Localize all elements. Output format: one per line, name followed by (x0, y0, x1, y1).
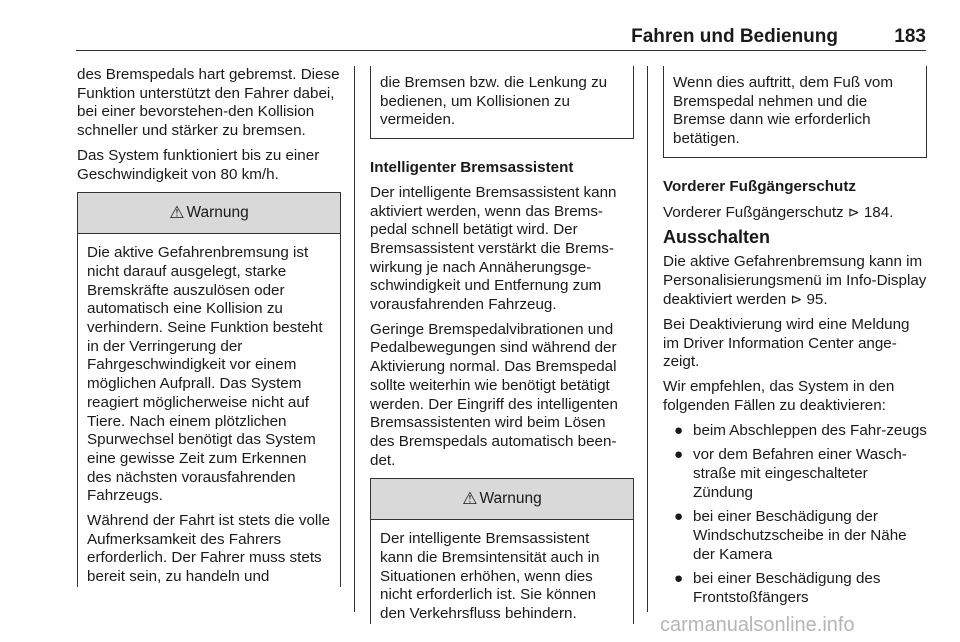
paragraph: Das System funktioniert bis zu einer Geschwindigkeit von 80 km/h. (77, 146, 320, 183)
warning-paragraph: die Bremsen bzw. die Lenkung zu bedienen, um Kollisionen zu vermeiden. (380, 74, 608, 129)
header-rule (76, 50, 926, 51)
warning-box (370, 478, 634, 624)
paragraph: des Bremspedals hart gebremst. Diese Funktion unterstützt den Fahrer dabei, bei einer bevorstehen-den Kollision schneller und stärker zu bremsen. (77, 66, 340, 140)
bullet-icon: ● (674, 570, 684, 588)
watermark: carmanualsonline.info (660, 614, 855, 636)
paragraph (663, 253, 927, 310)
warning-paragraph: Während der Fahrt ist stets die volle Aufmerksamkeit des Fahrers erforderlich. Der Fahrer muss stets bereit sein, zu handeln und (87, 512, 331, 586)
page-title: Fahren und Bedienung (631, 26, 838, 47)
bullet-icon: ● (674, 421, 684, 439)
paragraph: Wir empfehlen, das System in den folgenden Fällen zu deaktivieren: (663, 378, 895, 414)
paragraph: Geringe Bremspedalvibrationen und Pedalbewegungen sind während der Aktivierung normal. Das Bremspedal sollte weiterhin wie benötigt betätigt werden. Der Eingriff des intelligenten Bremsassistenten wird beim Lösen des Bremspedals automatisch been-det. (370, 320, 618, 469)
column-2 (370, 66, 634, 630)
page-reference-icon: ⊳ (847, 203, 860, 220)
section-heading: Intelligenter Bremsassistent (370, 159, 574, 177)
list-item: ● bei einer Beschädigung der Windschutzscheibe in der Nähe der Kamera (674, 508, 907, 563)
bullet-icon: ● (674, 446, 684, 464)
warning-paragraph: Die aktive Gefahrenbremsung ist nicht darauf ausgelegt, starke Bremskräfte auszulösen oder automatisch eine Kollision zu verhindern. Seine Funktion besteht in der Verringerung der Fahrgeschwindigkeit vor einem möglichen Aufprall. Das System reagiert möglicherweise nicht auf Tiere. Nach einem plötzlichen Spurwechsel benötigt das System eine gewisse Zeit zum Erkennen des nächsten vorausfahrenden Fahrzeugs. (87, 244, 323, 505)
column-divider-1 (354, 66, 355, 612)
warning-body (371, 520, 633, 624)
section-heading: Vorderer Fußgängerschutz (663, 177, 856, 195)
column-3 (663, 66, 927, 614)
warning-triangle-icon: ⚠ (169, 202, 185, 222)
warning-paragraph: Der intelligente Bremsassistent kann die Bremsintensität auch in Situationen erhöhen, wenn dies nicht erforderlich ist. Sie können den Verkehrsfluss behindern. (380, 530, 600, 623)
page-reference[interactable]: 184. (863, 203, 894, 221)
page-number: 183 (894, 26, 926, 47)
paragraph: Der intelligente Bremsassistent kann aktiviert werden, wenn das Brems-pedal schnell betätigt wird. Der Bremsassistent verstärkt die Brems-wirkung je nach Annäherungsge-schwindigkeit und Entfernung zum vorausfahrenden Fahrzeug. (370, 183, 617, 314)
warning-body (78, 234, 340, 587)
bullet-list (663, 422, 927, 608)
paragraph (663, 203, 927, 223)
bullet-icon: ● (674, 508, 684, 526)
warning-title: Warnung (479, 490, 542, 507)
page-header (76, 26, 926, 48)
warning-body (371, 66, 633, 138)
section-heading: Ausschalten (663, 227, 771, 248)
column-1 (77, 66, 341, 593)
warning-triangle-icon: ⚠ (462, 489, 478, 508)
warning-header (78, 193, 340, 234)
page-reference[interactable]: 95. (806, 291, 828, 309)
paragraph-text: Die aktive Gefahrenbremsung kann im Personalisierungsmenü im Info-Display deaktiviert werden (663, 252, 927, 309)
list-item: ● beim Abschleppen des Fahr-zeugs (674, 421, 927, 439)
warning-box (77, 192, 341, 587)
warning-box-continued (663, 66, 927, 158)
warning-box-continued (370, 66, 634, 139)
column-divider-2 (647, 66, 648, 612)
warning-header (371, 479, 633, 520)
list-item: ● bei einer Beschädigung des Frontstoßfängers (674, 570, 881, 607)
paragraph-text: Vorderer Fußgängerschutz (663, 203, 844, 221)
page-reference-icon: ⊳ (790, 291, 803, 308)
warning-body (664, 66, 926, 157)
paragraph: Bei Deaktivierung wird eine Meldung im Driver Information Center ange-zeigt. (663, 316, 910, 371)
warning-title: Warnung (186, 203, 249, 221)
list-item: ● vor dem Befahren einer Wasch-straße mit eingeschalteter Zündung (674, 446, 907, 501)
warning-paragraph: Wenn dies auftritt, dem Fuß vom Bremspedal nehmen und die Bremse dann wie erforderlich betätigen. (673, 74, 894, 148)
